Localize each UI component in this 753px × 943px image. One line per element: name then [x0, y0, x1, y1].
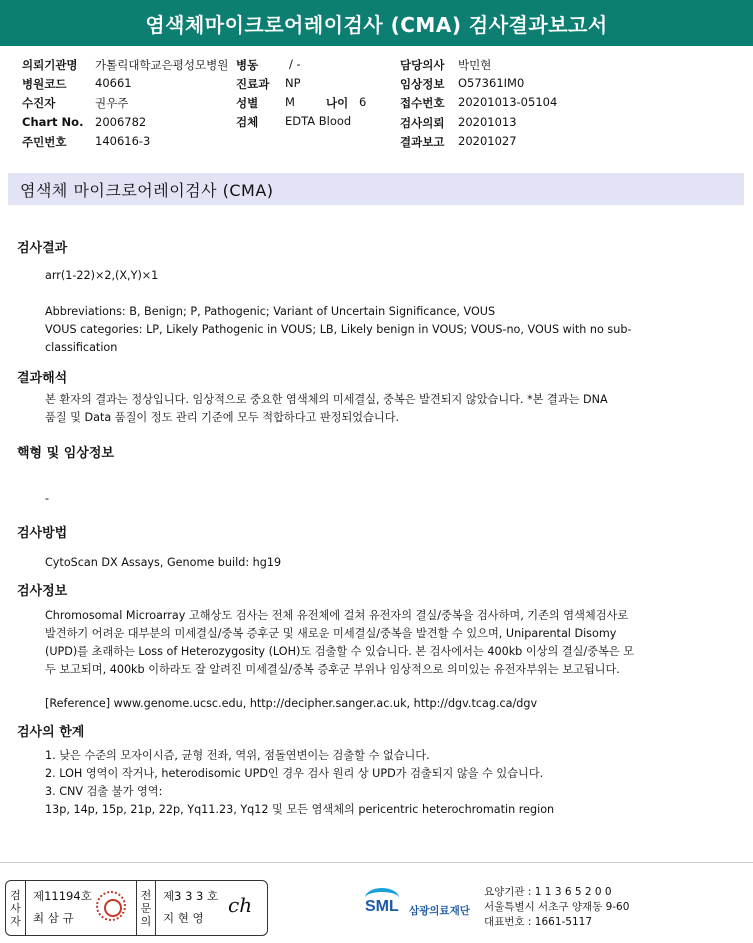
test-info-value: O57361IM0 [458, 76, 525, 90]
name-label: 수진자 [22, 96, 56, 110]
age-value: 6 [359, 95, 367, 109]
request-date-value: 20201013 [458, 115, 517, 129]
footer-divider [0, 862, 753, 863]
handwritten-signature: ch [228, 893, 253, 917]
institution-label: 의뢰기관명 [22, 58, 78, 72]
report-title: 염색체마이크로어레이검사 (CMA) 검사결과보고서 [0, 0, 753, 46]
method-heading: 검사방법 [17, 526, 68, 541]
seal-stamp-icon [96, 891, 126, 921]
interpretation-heading: 결과해석 [17, 371, 68, 386]
role-char: 문 [140, 901, 152, 915]
hospital-code-label: 병원코드 [22, 77, 67, 91]
method-value: CytoScan DX Assays, Genome build: hg19 [45, 556, 282, 569]
examiner-license: 제11194호 [33, 889, 92, 903]
chart-value: 2006782 [95, 115, 147, 129]
examiner-name: 최 삼 규 [33, 911, 74, 925]
test-info-heading: 검사정보 [17, 584, 68, 599]
limits-line2: 2. LOH 영역이 작거나, heterodisomic UPD인 경우 검사 원리 상 UPD가 검출되지 않을 수 있습니다. [45, 767, 544, 780]
sml-logo [365, 884, 485, 924]
role-char: 사 [10, 901, 21, 915]
limits-line4: 13p, 14p, 15p, 21p, 22p, Yq11.23, Yq12 및 모든 염색체의 pericentric heterochromatin region [45, 803, 555, 816]
org-address: 서울특별시 서초구 양재동 9-60 [484, 901, 630, 913]
interpretation-line1: 본 환자의 결과는 정상입니다. 임상적으로 중요한 염색체의 미세결실, 중복은 발견되지 않았습니다. *본 결과는 DNA [45, 393, 608, 406]
test-info-line1: Chromosomal Microarray 고해상도 검사는 전체 유전체에 걸쳐 유전자의 결실/중복을 검사하며, 기존의 염색체검사로 [45, 609, 629, 622]
signature-box [5, 880, 268, 936]
test-info-label: 임상정보 [400, 77, 445, 91]
specialist-license: 제3 3 3 호 [163, 889, 219, 903]
specialist-name: 지 현 영 [163, 911, 204, 925]
org-code: 요양기관 : 1 1 3 6 5 2 0 0 [484, 886, 612, 898]
doctor-value: 박민현 [458, 58, 492, 72]
sex-value: M [285, 95, 295, 109]
dept-label: 진료과 [236, 77, 270, 91]
clinical-heading: 핵형 및 임상정보 [17, 446, 114, 461]
result-heading: 검사결과 [17, 241, 68, 256]
report-date-label: 결과보고 [400, 135, 445, 149]
patient-info [0, 54, 753, 149]
ward-value: / - [289, 57, 301, 71]
org-name: 삼광의료재단 [409, 905, 470, 917]
vous-categories-line1: VOUS categories: LP, Likely Pathogenic in VOUS; LB, Likely benign in VOUS; VOUS-no, VOUS with no sub- [45, 323, 632, 336]
age-label: 나이 [326, 96, 349, 110]
name-value: 권우주 [95, 96, 129, 110]
ward-label: 병동 [236, 58, 259, 72]
request-date-label: 검사의뢰 [400, 116, 445, 130]
dept-value: NP [285, 76, 301, 90]
role-char: 의 [140, 914, 152, 928]
reference-text: [Reference] www.genome.ucsc.edu, http://decipher.sanger.ac.uk, http://dgv.tcag.ca/dgv [45, 697, 538, 710]
doctor-label: 담당의사 [400, 58, 445, 72]
role-char: 전 [140, 888, 152, 902]
rrn-label: 주민번호 [22, 135, 67, 149]
institution-value: 가톨릭대학교은평성모병원 [95, 58, 229, 72]
hospital-code-value: 40661 [95, 76, 132, 90]
specimen-value: EDTA Blood [285, 114, 352, 128]
org-phone: 대표번호 : 1661-5117 [484, 916, 593, 928]
limits-line1: 1. 낮은 수준의 모자이시즘, 균형 전좌, 역위, 점돌연변이는 검출할 수 없습니다. [45, 749, 430, 762]
test-info-line4: 두 보고되며, 400kb 이하라도 잘 알려진 미세결실/중복 증후군 부위나 임상적으로 의미있는 유전자부위는 보고됩니다. [45, 663, 620, 676]
test-info-line3: (UPD)를 초래하는 Loss of Heterozygosity (LOH)도 검출할 수 있습니다. 본 검사에서는 400kb 이상의 결실/중복은 모 [45, 645, 634, 658]
specimen-label: 검체 [236, 115, 259, 129]
role-char: 자 [10, 914, 21, 928]
karyotype-result: arr(1-22)×2,(X,Y)×1 [45, 269, 159, 282]
chart-label: Chart No. [22, 115, 84, 129]
report-date-value: 20201027 [458, 134, 517, 148]
interpretation-line2: 품질 및 Data 품질이 정도 관리 기준에 모두 적합하다고 판정되었습니다. [45, 411, 400, 424]
role-specialist [136, 881, 156, 935]
clinical-value: - [45, 492, 50, 505]
rrn-value: 140616-3 [95, 134, 151, 148]
test-info-line2: 발견하기 어려운 대부분의 미세결실/중복 증후군 및 새로운 미세결실/중복을 발견할 수 있으며, Uniparental Disomy [45, 627, 617, 640]
vous-categories-line2: classification [45, 341, 118, 354]
sex-label: 성별 [236, 96, 259, 110]
limits-heading: 검사의 한계 [17, 725, 85, 740]
section-title-band: 염색체 마이크로어레이검사 (CMA) [8, 173, 744, 205]
logo-text: SML [365, 898, 399, 915]
limits-line3: 3. CNV 검출 불가 영역: [45, 785, 163, 798]
role-examiner [6, 881, 26, 935]
org-info [484, 885, 629, 930]
receipt-no-label: 접수번호 [400, 96, 445, 110]
role-char: 검 [10, 888, 21, 902]
receipt-no-value: 20201013-05104 [458, 95, 558, 109]
abbreviations-text: Abbreviations: B, Benign; P, Pathogenic; Variant of Uncertain Significance, VOUS [45, 305, 496, 318]
